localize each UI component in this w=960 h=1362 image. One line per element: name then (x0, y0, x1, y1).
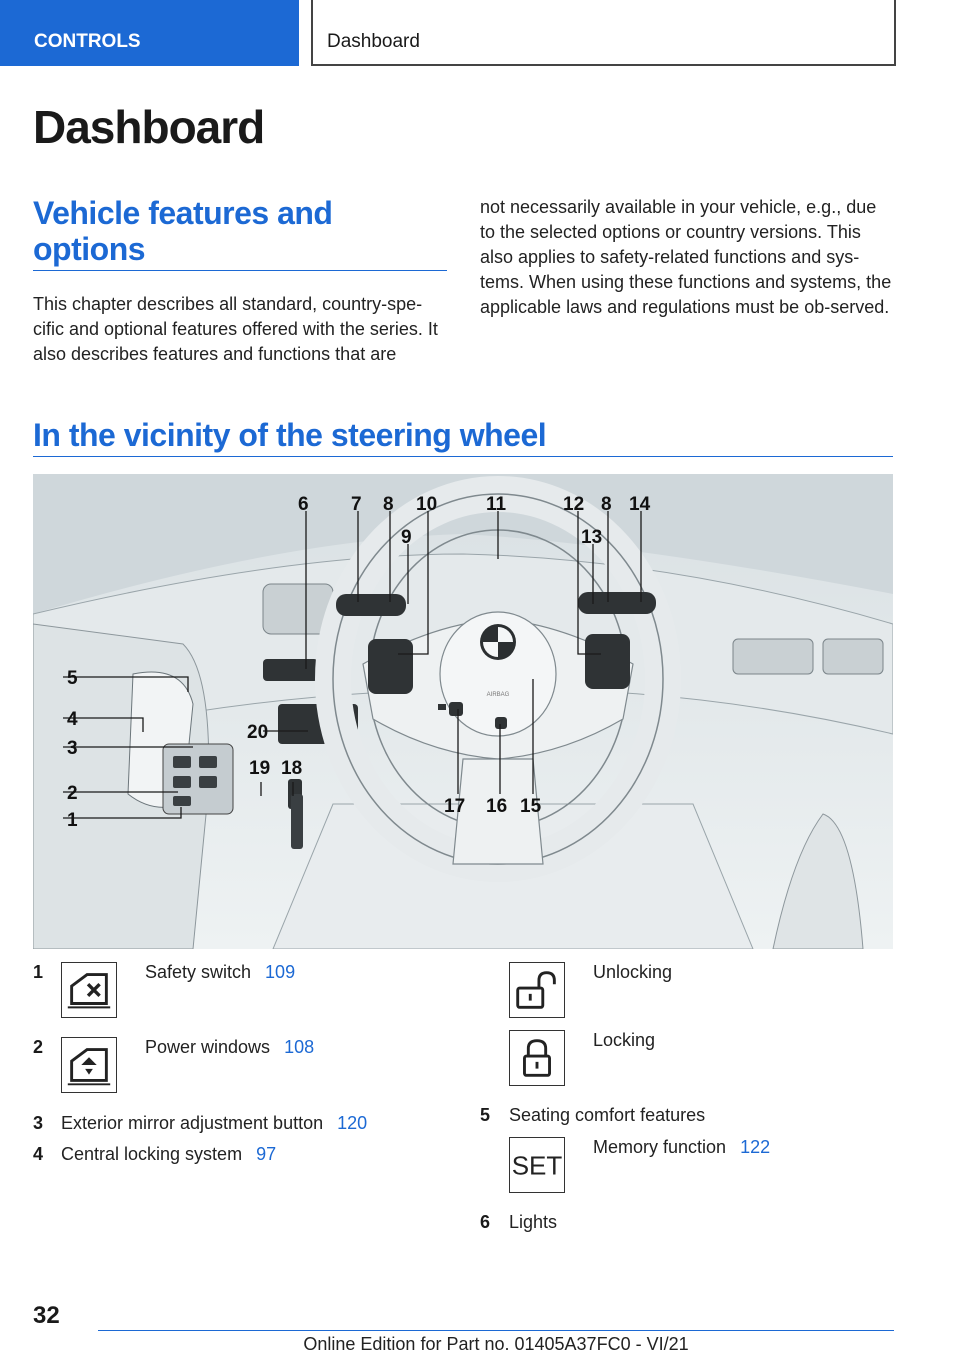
page-header (0, 0, 960, 66)
section-heading-steering-wheel: In the vicinity of the steering wheel (33, 417, 547, 453)
item-number: 2 (33, 1037, 44, 1057)
lock-icon (509, 1030, 565, 1086)
footer-rule (98, 1330, 894, 1331)
page-ref-link[interactable]: 120 (337, 1113, 368, 1133)
item-label-unlocking: Unlocking (593, 962, 673, 982)
callout-10: 10 (416, 494, 438, 515)
item-label-lights: Lights (509, 1212, 558, 1232)
item-number: 5 (480, 1105, 491, 1125)
heading-rule (33, 270, 447, 271)
section-tab: CONTROLS (0, 0, 299, 66)
callout-20: 20 (247, 722, 269, 743)
unlock-icon (509, 962, 565, 1018)
callout-9: 9 (401, 527, 412, 548)
callout-14: 14 (629, 494, 651, 515)
callout-18: 18 (281, 758, 303, 779)
callout-8: 8 (383, 494, 394, 515)
item-label-safety-switch: Safety switch 109 (145, 962, 296, 982)
airbag-label: AIRBAG (486, 692, 510, 698)
item-label-power-windows: Power windows 108 (145, 1037, 315, 1057)
item-label-mirror-adjustment: Exterior mirror adjustment button 120 (61, 1113, 368, 1133)
callout-11: 11 (486, 494, 507, 515)
item-label-central-locking: Central locking system 97 (61, 1144, 277, 1164)
callout-13: 13 (581, 527, 603, 548)
section-heading-vehicle-features: Vehicle features and options (33, 195, 333, 267)
cockpit-illustration (33, 474, 893, 949)
callout-5: 5 (67, 668, 78, 689)
set-icon-text: SET (511, 1150, 563, 1181)
page-ref-link[interactable]: 109 (265, 962, 296, 982)
callout-17: 17 (444, 796, 466, 817)
intro-paragraph-right: not necessarily available in your vehicle, e.g., due to the selected options or country versions. This also applies to safety-related functions and sys-tems. When using these functions and systems, the applicable laws and regulations must be ob-served. (480, 197, 892, 317)
edition-footer: Online Edition for Part no. 01405A37FC0 - VI/21 (303, 1334, 689, 1354)
item-number: 6 (480, 1212, 491, 1232)
callout-4: 4 (67, 709, 78, 730)
page-number: 32 (33, 1302, 60, 1329)
callout-1: 1 (67, 810, 78, 831)
callout-12: 12 (563, 494, 585, 515)
callout-2: 2 (67, 783, 78, 804)
item-number: 4 (33, 1144, 44, 1164)
callout-16: 16 (486, 796, 508, 817)
topic-tab: Dashboard (311, 0, 896, 66)
page-ref-link[interactable]: 122 (740, 1137, 771, 1157)
power-window-icon (61, 1037, 117, 1093)
window-safety-switch-icon (61, 962, 117, 1018)
item-number: 1 (33, 962, 44, 982)
item-number: 3 (33, 1113, 44, 1133)
steering-wheel-figure (33, 474, 893, 949)
memory-set-icon (509, 1137, 565, 1193)
item-label-seating-comfort: Seating comfort features (509, 1105, 706, 1125)
item-label-locking: Locking (593, 1030, 656, 1050)
page-title: Dashboard (33, 101, 265, 153)
heading-rule (33, 456, 893, 457)
page-ref-link[interactable]: 108 (284, 1037, 315, 1057)
intro-paragraph-left: This chapter describes all standard, country-spe-cific and optional features offered with the series. It also describes features and functions that are (33, 294, 438, 364)
callout-3: 3 (67, 738, 78, 759)
page-ref-link[interactable]: 97 (256, 1144, 277, 1164)
callout-19: 19 (249, 758, 271, 779)
callout-8b: 8 (601, 494, 612, 515)
callout-6: 6 (298, 494, 309, 515)
item-label-memory-function: Memory function 122 (593, 1137, 771, 1157)
callout-7: 7 (351, 494, 362, 515)
callout-15: 15 (520, 796, 542, 817)
